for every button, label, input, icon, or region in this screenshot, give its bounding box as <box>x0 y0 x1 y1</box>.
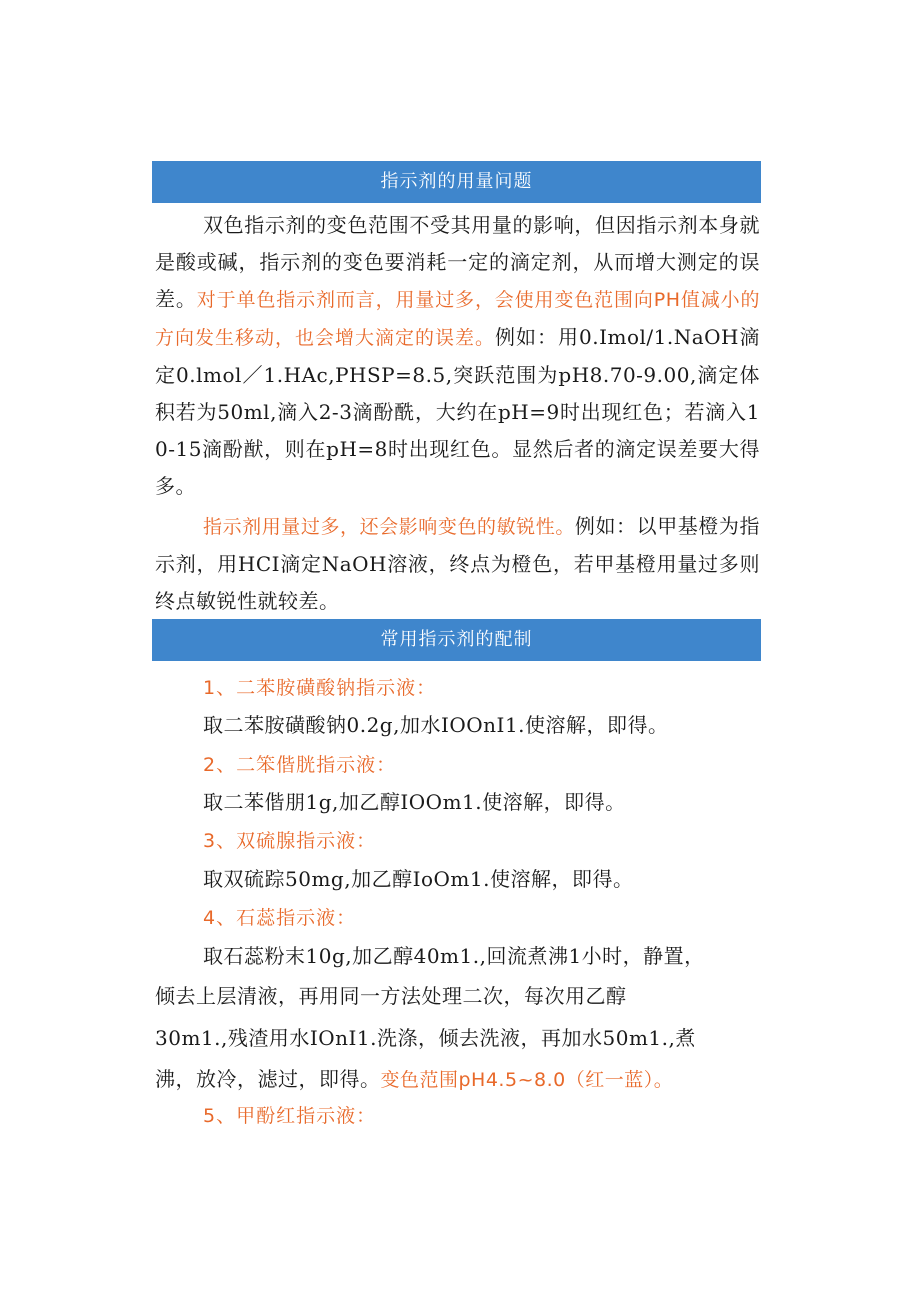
paragraph-text: 例如：用0.Imol/1.NaOH滴定0.lmol／1.HAc,PHSP=8.5,突跃范围为pH8.70-9.00,滴定体积若为50ml,滴入2-3滴酚酰，大约在pH=9时出现红色；若滴入10-15滴酚猷，则在pH=8时出现红色。显然后者的滴定误差要大得多。 <box>155 325 760 498</box>
paragraph-text: 沸，放冷，滤过，即得。 <box>155 1067 381 1091</box>
item-body-4-line-1: 取石蕊粉末10g,加乙醇40m1.,回流煮沸1小时，静置， <box>203 944 705 968</box>
item-body-3: 取双硫踪50mg,加乙醇IoOm1.使溶解，即得。 <box>203 867 634 891</box>
item-body-4-line-2: 倾去上层清液，再用同一方法处理二次，每次用乙醇 <box>155 984 627 1008</box>
paragraph-text: 例如：以甲基橙为指示剂，用HCI滴定NaOH溶液，终点为橙色，若甲基橙用量过多则终点敏锐性就较差。 <box>155 514 760 613</box>
paragraph-text: 双色指示剂的变色范围不受其用量的影响，但因指示剂本身就是酸或碱，指示剂的变色要消耗一定的滴定剂，从而增大测定的误差。 <box>155 213 760 311</box>
item-title-2: 2、二笨偕胱指示液： <box>203 754 397 776</box>
section-heading-indicator-preparation: 常用指示剂的配制 <box>152 619 761 661</box>
highlighted-text: 指示剂用量过多，还会影响变色的敏锐性。 <box>203 516 575 538</box>
item-title-5: 5、甲酚红指示液： <box>203 1105 377 1127</box>
highlighted-text: 变色范围pH4.5~8.0（红一蓝）。 <box>380 1069 674 1091</box>
item-body-2: 取二苯偕朋1g,加乙醇IOOm1.使溶解，即得。 <box>203 790 626 814</box>
item-body-4-line-4 <box>155 1063 673 1092</box>
item-title-4: 4、石蕊指示液： <box>203 907 357 929</box>
highlighted-text: 对于单色指示剂而言，用量过多，会使用变色范围向PH值减小的方向发生移动，也会增大滴定的误差。 <box>155 289 761 349</box>
section-heading-indicator-dosage: 指示剂的用量问题 <box>152 161 761 203</box>
item-title-1: 1、二苯胺磺酸钠指示液： <box>203 677 437 699</box>
item-body-4-line-3: 30m1.,残渣用水IOnI1.洗涤，倾去洗液，再加水50m1.,煮 <box>155 1026 696 1050</box>
paragraph-dosage-1 <box>155 207 760 505</box>
item-title-3: 3、双硫腺指示液： <box>203 830 377 852</box>
item-body-1: 取二苯胺磺酸钠0.2g,加水IOOnI1.使溶解，即得。 <box>203 713 669 737</box>
paragraph-dosage-2 <box>155 508 760 620</box>
